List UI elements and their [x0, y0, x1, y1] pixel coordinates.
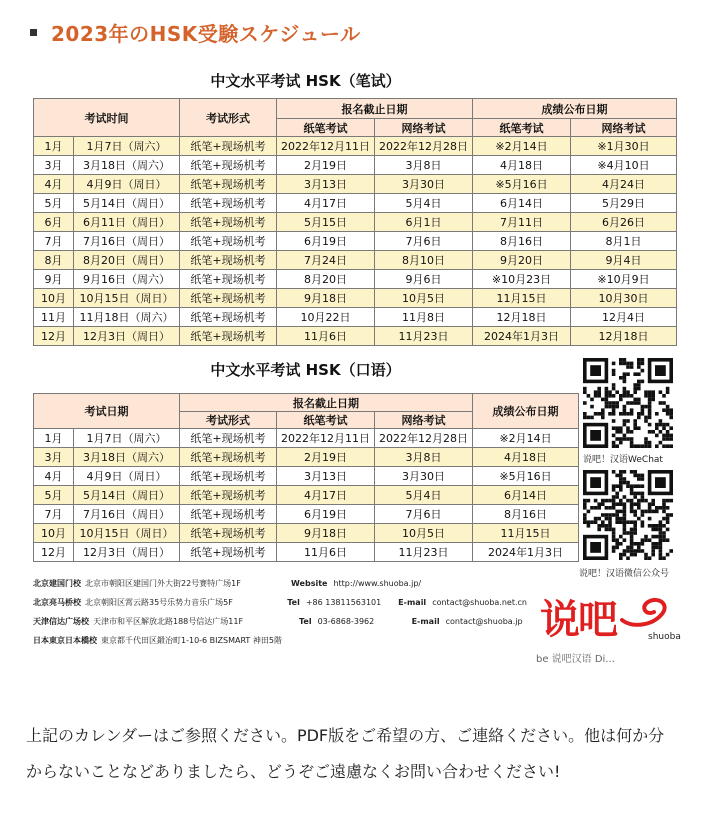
date-cell: 3月18日（周六）: [74, 156, 180, 175]
schedule-poster: [33, 68, 681, 674]
deadline-paper-cell: 7月24日: [277, 251, 375, 270]
school-address: 東京都千代田区鍛冶町1-10-6 BIZSMART 神田5階: [101, 636, 282, 645]
school-contact-footer: [33, 574, 533, 650]
format-cell: 纸笔+现场机考: [180, 467, 277, 486]
result-cell: 4月18日: [473, 448, 579, 467]
result-online-cell: 4月24日: [571, 175, 677, 194]
date-cell: 12月3日（周日）: [74, 327, 180, 346]
deadline-online-cell: 2022年12月28日: [375, 429, 473, 448]
header-results: 成绩公布日期: [473, 394, 579, 429]
format-cell: 纸笔+现场机考: [180, 175, 277, 194]
format-cell: 纸笔+现场机考: [180, 543, 277, 562]
contact-row: [33, 574, 533, 593]
month-cell: 11月: [34, 308, 74, 327]
header-results: 成绩公布日期: [473, 99, 677, 119]
wechat-qr-code: [583, 358, 673, 448]
result-paper-cell: 12月18日: [473, 308, 571, 327]
result-online-cell: 9月4日: [571, 251, 677, 270]
date-cell: 7月16日（周日）: [74, 505, 180, 524]
result-online-cell: ※4月10日: [571, 156, 677, 175]
email-value: contact@shuoba.net.cn: [432, 598, 527, 607]
result-online-cell: ※10月9日: [571, 270, 677, 289]
table-row: [34, 429, 579, 448]
table-row: [34, 289, 677, 308]
header-online: 网络考试: [571, 119, 677, 137]
format-cell: 纸笔+现场机考: [180, 194, 277, 213]
date-cell: 10月15日（周日）: [74, 524, 180, 543]
result-online-cell: 10月30日: [571, 289, 677, 308]
format-cell: 纸笔+现场机考: [180, 327, 277, 346]
format-cell: 纸笔+现场机考: [180, 308, 277, 327]
official-account-qr-code: [583, 470, 673, 560]
deadline-paper-cell: 6月19日: [277, 232, 375, 251]
header-exam-date: 考试日期: [34, 394, 180, 429]
format-cell: 纸笔+现场机考: [180, 251, 277, 270]
deadline-online-cell: 8月10日: [375, 251, 473, 270]
table-row: [34, 486, 579, 505]
email-value: contact@shuoba.jp: [445, 617, 523, 626]
deadline-online-cell: 6月1日: [375, 213, 473, 232]
contact-key: Tel: [287, 598, 300, 607]
table-row: [34, 524, 579, 543]
result-paper-cell: ※2月14日: [473, 137, 571, 156]
month-cell: 4月: [34, 175, 74, 194]
deadline-online-cell: 3月8日: [375, 448, 473, 467]
header-deadline: 报名截止日期: [277, 99, 473, 119]
date-cell: 11月18日（周六）: [74, 308, 180, 327]
qr-caption-wechat: 说吧！汉语WeChat: [583, 455, 663, 465]
result-paper-cell: 9月20日: [473, 251, 571, 270]
header-exam-time: 考试时间: [34, 99, 180, 137]
format-cell: 纸笔+现场机考: [180, 137, 277, 156]
date-cell: 12月3日（周日）: [74, 543, 180, 562]
header-format: 考试形式: [180, 412, 277, 429]
oral-exam-title: 中文水平考试 HSK（口语）: [210, 361, 401, 379]
school-name: 日本東京日本橋校: [33, 636, 97, 645]
qr-caption-official-account: 说吧！汉语微信公众号: [579, 569, 670, 579]
month-cell: 10月: [34, 524, 74, 543]
school-name: 北京亮马桥校: [33, 598, 81, 607]
result-cell: 8月16日: [473, 505, 579, 524]
header-online: 网络考试: [375, 119, 473, 137]
date-cell: 4月9日（周日）: [74, 175, 180, 194]
result-cell: 2024年1月3日: [473, 543, 579, 562]
header-paper: 纸笔考试: [473, 119, 571, 137]
table-row: [34, 232, 677, 251]
deadline-online-cell: 7月6日: [375, 505, 473, 524]
deadline-paper-cell: 2022年12月11日: [277, 137, 375, 156]
month-cell: 3月: [34, 156, 74, 175]
deadline-online-cell: 3月8日: [375, 156, 473, 175]
result-online-cell: 8月1日: [571, 232, 677, 251]
result-paper-cell: ※10月23日: [473, 270, 571, 289]
table-row: [34, 448, 579, 467]
month-cell: 5月: [34, 194, 74, 213]
month-cell: 8月: [34, 251, 74, 270]
heading-text: 2023年のHSK受験スケジュール: [51, 21, 361, 46]
deadline-online-cell: 2022年12月28日: [375, 137, 473, 156]
result-online-cell: 6月26日: [571, 213, 677, 232]
school-address: 天津市和平区解放北路188号信达广场11F: [93, 617, 244, 626]
deadline-online-cell: 3月30日: [375, 467, 473, 486]
table-row: [34, 505, 579, 524]
deadline-paper-cell: 2月19日: [277, 156, 375, 175]
month-cell: 7月: [34, 232, 74, 251]
result-online-cell: ※1月30日: [571, 137, 677, 156]
result-cell: ※5月16日: [473, 467, 579, 486]
format-cell: 纸笔+现场机考: [180, 270, 277, 289]
date-cell: 10月15日（周日）: [74, 289, 180, 308]
contact-key: Website: [291, 579, 328, 588]
deadline-online-cell: 7月6日: [375, 232, 473, 251]
deadline-online-cell: 10月5日: [375, 524, 473, 543]
format-cell: 纸笔+现场机考: [180, 486, 277, 505]
date-cell: 5月14日（周日）: [74, 486, 180, 505]
date-cell: 5月14日（周日）: [74, 194, 180, 213]
deadline-paper-cell: 5月15日: [277, 213, 375, 232]
deadline-online-cell: 11月23日: [375, 543, 473, 562]
result-paper-cell: 8月16日: [473, 232, 571, 251]
header-format: 考试形式: [180, 99, 277, 137]
format-cell: 纸笔+现场机考: [180, 156, 277, 175]
email-key: E-mail: [411, 617, 440, 626]
contact-row: [33, 593, 533, 612]
result-online-cell: 5月29日: [571, 194, 677, 213]
result-paper-cell: 2024年1月3日: [473, 327, 571, 346]
table-row: [34, 543, 579, 562]
school-name: 北京建国门校: [33, 579, 81, 588]
contact-row: [33, 631, 533, 650]
header-paper: 纸笔考试: [277, 412, 375, 429]
deadline-online-cell: 5月4日: [375, 194, 473, 213]
contact-value: +86 13811563101: [305, 598, 382, 607]
deadline-online-cell: 11月23日: [375, 327, 473, 346]
deadline-online-cell: 10月5日: [375, 289, 473, 308]
deadline-online-cell: 11月8日: [375, 308, 473, 327]
deadline-paper-cell: 11月6日: [277, 543, 375, 562]
shuoba-logo: [536, 588, 681, 674]
result-online-cell: 12月4日: [571, 308, 677, 327]
deadline-online-cell: 3月30日: [375, 175, 473, 194]
table-row: [34, 137, 677, 156]
table-row: [34, 194, 677, 213]
format-cell: 纸笔+现场机考: [180, 232, 277, 251]
table-row: [34, 213, 677, 232]
format-cell: 纸笔+现场机考: [180, 448, 277, 467]
month-cell: 4月: [34, 467, 74, 486]
date-cell: 1月7日（周六）: [74, 429, 180, 448]
school-address: 北京市朝阳区建国门外大街22号赛特广场1F: [85, 579, 241, 588]
email-key: E-mail: [398, 598, 427, 607]
month-cell: 1月: [34, 137, 74, 156]
month-cell: 10月: [34, 289, 74, 308]
logo-caption: be 说吧汉语 Di...: [536, 654, 615, 665]
month-cell: 7月: [34, 505, 74, 524]
table-row: [34, 270, 677, 289]
date-cell: 7月16日（周日）: [74, 232, 180, 251]
deadline-paper-cell: 3月13日: [277, 467, 375, 486]
result-paper-cell: 11月15日: [473, 289, 571, 308]
section-heading: [30, 18, 361, 46]
bullet-icon: [30, 29, 37, 36]
deadline-online-cell: 9月6日: [375, 270, 473, 289]
table-row: [34, 327, 677, 346]
result-online-cell: 12月18日: [571, 327, 677, 346]
date-cell: 8月20日（周日）: [74, 251, 180, 270]
header-online: 网络考试: [375, 412, 473, 429]
month-cell: 5月: [34, 486, 74, 505]
deadline-paper-cell: 9月18日: [277, 289, 375, 308]
format-cell: 纸笔+现场机考: [180, 429, 277, 448]
logo-wordmark: 说吧: [540, 596, 616, 643]
deadline-paper-cell: 11月6日: [277, 327, 375, 346]
month-cell: 12月: [34, 327, 74, 346]
deadline-paper-cell: 2月19日: [277, 448, 375, 467]
deadline-paper-cell: 2022年12月11日: [277, 429, 375, 448]
format-cell: 纸笔+现场机考: [180, 524, 277, 543]
school-address: 北京朝阳区霄云路35号乐势力音乐广场5F: [85, 598, 233, 607]
deadline-paper-cell: 10月22日: [277, 308, 375, 327]
contact-value: http://www.shuoba.jp/: [333, 579, 422, 588]
month-cell: 6月: [34, 213, 74, 232]
date-cell: 9月16日（周六）: [74, 270, 180, 289]
table-row: [34, 156, 677, 175]
written-exam-title: 中文水平考试 HSK（笔试）: [210, 72, 401, 90]
date-cell: 4月9日（周日）: [74, 467, 180, 486]
table-row: [34, 251, 677, 270]
month-cell: 9月: [34, 270, 74, 289]
deadline-paper-cell: 4月17日: [277, 486, 375, 505]
date-cell: 6月11日（周日）: [74, 213, 180, 232]
body-paragraph: 上記のカレンダーはご参照ください。PDF版をご希望の方、ご連絡ください。他は何か分からないことなどありましたら、どうぞご遠慮なくお問い合わせください!: [26, 726, 665, 781]
oral-schedule-table: [33, 393, 579, 562]
format-cell: 纸笔+现场机考: [180, 213, 277, 232]
month-cell: 1月: [34, 429, 74, 448]
table-row: [34, 467, 579, 486]
deadline-paper-cell: 4月17日: [277, 194, 375, 213]
date-cell: 3月18日（周六）: [74, 448, 180, 467]
result-paper-cell: 7月11日: [473, 213, 571, 232]
written-schedule-table: [33, 98, 677, 346]
deadline-paper-cell: 3月13日: [277, 175, 375, 194]
logo-swirl-icon: [618, 594, 674, 630]
month-cell: 12月: [34, 543, 74, 562]
deadline-online-cell: 5月4日: [375, 486, 473, 505]
result-cell: ※2月14日: [473, 429, 579, 448]
result-paper-cell: ※5月16日: [473, 175, 571, 194]
result-paper-cell: 4月18日: [473, 156, 571, 175]
header-paper: 纸笔考试: [277, 119, 375, 137]
date-cell: 1月7日（周六）: [74, 137, 180, 156]
table-row: [34, 308, 677, 327]
result-cell: 11月15日: [473, 524, 579, 543]
contact-row: [33, 612, 533, 631]
school-name: 天津信达广场校: [33, 617, 89, 626]
header-deadline: 报名截止日期: [180, 394, 473, 412]
deadline-paper-cell: 9月18日: [277, 524, 375, 543]
deadline-paper-cell: 6月19日: [277, 505, 375, 524]
format-cell: 纸笔+现场机考: [180, 289, 277, 308]
contact-key: Tel: [299, 617, 312, 626]
format-cell: 纸笔+现场机考: [180, 505, 277, 524]
table-row: [34, 175, 677, 194]
result-paper-cell: 6月14日: [473, 194, 571, 213]
contact-value: 03-6868-3962: [317, 617, 375, 626]
month-cell: 3月: [34, 448, 74, 467]
logo-sub: shuoba: [648, 632, 681, 642]
result-cell: 6月14日: [473, 486, 579, 505]
deadline-paper-cell: 8月20日: [277, 270, 375, 289]
